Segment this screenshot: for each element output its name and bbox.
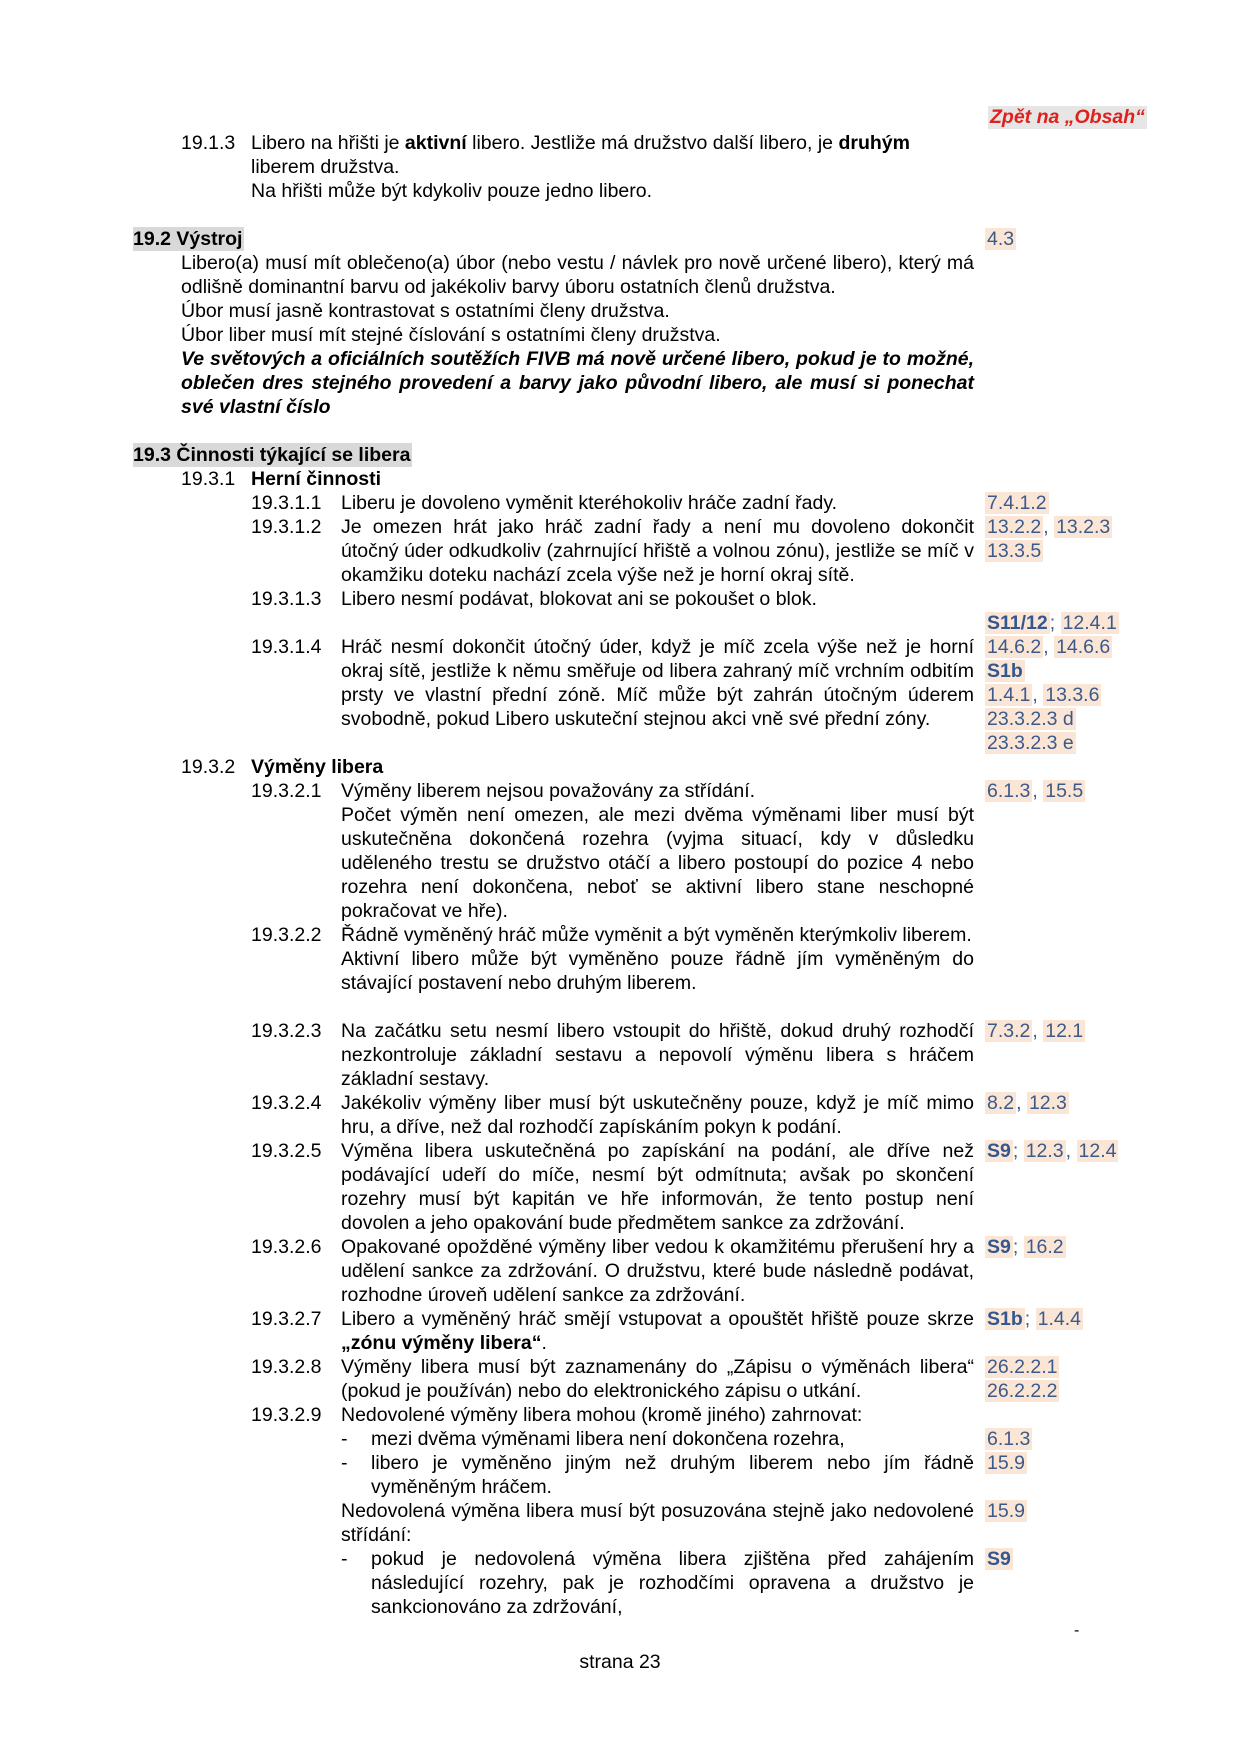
rule-text: Nedovolené výměny libera mohou (kromě jiného) zahrnovat: — [341, 1404, 863, 1426]
ref-link[interactable]: 4.3 — [987, 228, 1015, 250]
refs — [985, 491, 1049, 515]
rule-text — [341, 923, 974, 995]
refs: S9 ; 12.3 , 12.4 — [987, 1140, 1117, 1162]
ref-link[interactable]: 7.4.1.2 — [987, 492, 1047, 514]
section-heading-19-2: 19.2 Výstroj — [133, 228, 243, 250]
refs — [985, 1451, 1027, 1475]
dash-list — [341, 1547, 974, 1619]
refs — [985, 659, 1025, 683]
rule-text: Na začátku setu nesmí libero vstoupit do hřiště, dokud druhý rozhodčí nezkontroluje základní sestavu a nepovolí výměnu libera s hráčem základní sestavy. — [341, 1020, 974, 1090]
ref-link[interactable]: 6.1.3 — [987, 1428, 1031, 1450]
subsection-title: Výměny libera — [251, 756, 384, 778]
refs — [985, 1379, 1059, 1403]
refs-19-2 — [985, 227, 1016, 251]
item-number: 19.3.2.4 — [251, 1092, 322, 1114]
ref-link[interactable]: 1.4.4 — [1037, 1308, 1081, 1330]
item-number: 19.3.1.4 — [251, 636, 322, 658]
item-number: 19.3.1 — [181, 468, 236, 490]
item-number: 19.3.2 — [181, 756, 236, 778]
list-item: - mezi dvěma výměnami libera není dokončena rozehra, — [341, 1428, 845, 1450]
text: Libero a vyměněný hráč smějí vstupovat a opouštět hřiště pouze skrze — [341, 1308, 974, 1330]
ref-link[interactable]: 13.3.5 — [987, 540, 1042, 562]
text-bold: „zónu výměny libera“ — [341, 1332, 542, 1354]
ref-link[interactable]: 14.6.6 — [1056, 636, 1111, 658]
rule-text: Nedovolená výměna libera musí být posuzována stejně jako nedovolené střídání: — [341, 1500, 974, 1546]
ref-link[interactable]: 13.3.6 — [1045, 684, 1100, 706]
refs: 1.4.1 , 13.3.6 — [987, 684, 1100, 706]
back-to-contents-link[interactable]: Zpět na „Obsah“ — [990, 106, 1145, 128]
refs: 8.2 , 12.3 — [987, 1092, 1067, 1114]
ref-link[interactable]: 13.2.2 — [987, 516, 1042, 538]
paragraph-19-1-3-line-3: Na hřišti může být kdykoliv pouze jedno libero. — [251, 180, 653, 202]
text: Libero na hřišti je — [251, 132, 405, 154]
item-number: 19.3.2.6 — [251, 1236, 322, 1258]
ref-link[interactable]: 26.2.2.2 — [987, 1380, 1058, 1402]
list-item-text: mezi dvěma výměnami libera není dokončena rozehra, — [371, 1428, 845, 1450]
refs: 6.1.3 , 15.5 — [987, 780, 1084, 802]
item-number: 19.1.3 — [181, 132, 236, 154]
text: . — [541, 1332, 547, 1354]
ref-link[interactable]: 15.5 — [1045, 780, 1084, 802]
refs: 7.3.2 , 12.1 — [987, 1020, 1084, 1042]
refs: S1b ; 1.4.4 — [987, 1308, 1081, 1330]
item-number: 19.3.2.3 — [251, 1020, 322, 1042]
ref-link[interactable]: S9 — [987, 1140, 1011, 1162]
paragraph-fivb: Ve světových a oficiálních soutěžích FIVB má nově určené libero, pokud je to možné, oblečen dres stejného provedení a barvy jako původní libero, ale musí si ponechat své vlastní číslo — [181, 348, 974, 418]
paragraph-19-1-3-line-2: liberem družstva. — [251, 156, 400, 178]
paragraph: Řádně vyměněný hráč může vyměnit a být vyměněn kterýmkoliv liberem. — [341, 924, 972, 946]
paragraph: Aktivní libero může být vyměněno pouze řádně jím vyměněným do stávající postavení nebo druhým liberem. — [341, 948, 974, 994]
list-item: - libero je vyměněno jiným než druhým liberem nebo jím řádně vyměněným hráčem. — [341, 1452, 974, 1498]
ref-link[interactable]: 15.9 — [987, 1500, 1025, 1522]
list-item-text: pokud je nedovolená výměna libera zjištěna před zahájením následující rozehry, pak je rozhodčími opravena a družstvo je sankcionováno za zdržování, — [371, 1548, 974, 1618]
ref-link[interactable]: 8.2 — [987, 1092, 1015, 1114]
item-number: 19.3.1.3 — [251, 588, 322, 610]
item-number: 19.3.2.9 — [251, 1404, 322, 1426]
refs — [985, 707, 1076, 731]
list-item-text: libero je vyměněno jiným než druhým liberem nebo jím řádně vyměněným hráčem. — [371, 1452, 974, 1498]
ref-link[interactable]: S11/12 — [987, 612, 1048, 634]
item-number: 19.3.1.2 — [251, 516, 322, 538]
ref-link[interactable]: 12.4.1 — [1062, 612, 1117, 634]
page-number: strana 23 — [579, 1651, 661, 1673]
rule-text — [341, 779, 974, 923]
ref-link[interactable]: 26.2.2.1 — [987, 1356, 1058, 1378]
item-number: 19.3.2.1 — [251, 780, 322, 802]
paragraph-19-1-3-line-1 — [251, 131, 910, 155]
rule-text: Jakékoliv výměny liber musí být uskutečněny pouze, když je míč mimo hru, a dříve, než dal rozhodčí zapískáním pokyn k podání. — [341, 1092, 974, 1138]
paragraph: Úbor musí jasně kontrastovat s ostatními členy družstva. — [181, 300, 670, 322]
stray-mark: - — [1074, 1622, 1080, 1639]
paragraph: Libero(a) musí mít oblečeno(a) úbor (nebo vestu / návlek pro nově určené libero), který má odlišně dominantní barvu od jakékoliv barvy úboru ostatních členů družstva. — [181, 252, 974, 298]
ref-link[interactable]: 12.1 — [1045, 1020, 1084, 1042]
ref-link[interactable]: 12.4 — [1078, 1140, 1117, 1162]
refs — [985, 731, 1076, 755]
ref-link[interactable]: 14.6.2 — [987, 636, 1042, 658]
list-item: - pokud je nedovolená výměna libera zjištěna před zahájením následující rozehry, pak je rozhodčími opravena a družstvo je sankcionováno za zdržování, — [341, 1548, 974, 1618]
paragraph: Úbor liber musí mít stejné číslování s ostatními členy družstva. — [181, 324, 721, 346]
rule-text: Libero nesmí podávat, blokovat ani se pokoušet o blok. — [341, 588, 817, 610]
rule-text: Je omezen hrát jako hráč zadní řady a není mu dovoleno dokončit útočný úder odkudkoliv (zahrnující hřiště a volnou zónu), jestliže se míč v okamžiku doteku nachází zcela výše než je horní okraj sítě. — [341, 516, 974, 586]
rule-text — [341, 1307, 974, 1355]
paragraph: Počet výměn není omezen, ale mezi dvěma výměnami liber musí být uskutečněna dokončená rozehra (vyjma situací, kdy v důsledku uděleného trestu se družstvo otáčí a libero postoupí do pozice 4 nebo rozehra není dokončena, neboť se aktivní libero stane neschopné pokračovat ve hře). — [341, 804, 974, 922]
refs — [985, 539, 1043, 563]
refs: S11/12 ; 12.4.1 — [987, 612, 1117, 634]
item-number: 19.3.2.5 — [251, 1140, 322, 1162]
ref-link[interactable]: 1.4.1 — [987, 684, 1031, 706]
rule-text: Výměna libera uskutečněná po zapískání na podání, ale dříve než podávající udeří do míče, nesmí být odmítnuta; avšak po skončení rozehry musí být kapitán ve hře informován, že tento postup není dovolen a jeho opakování bude předmětem sankce za zdržování. — [341, 1140, 974, 1234]
refs — [985, 1355, 1059, 1379]
refs: S9 ; 16.2 — [987, 1236, 1064, 1258]
text-bold: aktivní — [404, 132, 467, 154]
refs — [985, 1499, 1027, 1523]
refs: 13.2.2 , 13.2.3 — [987, 516, 1111, 538]
ref-link[interactable]: 23.3.2.3 d — [987, 708, 1074, 730]
ref-link[interactable]: 23.3.2.3 e — [987, 732, 1074, 754]
rule-text: Výměny libera musí být zaznamenány do „Zápisu o výměnách libera“ (pokud je používán) nebo do elektronického zápisu o utkání. — [341, 1356, 974, 1402]
ref-link[interactable]: 15.9 — [987, 1452, 1025, 1474]
ref-link[interactable]: 6.1.3 — [987, 780, 1031, 802]
ref-link[interactable]: S1b — [987, 660, 1023, 682]
section-19-2-body — [181, 251, 974, 419]
ref-link[interactable]: S9 — [987, 1236, 1011, 1258]
ref-link[interactable]: 16.2 — [1025, 1236, 1064, 1258]
rule-text: Opakované opožděné výměny liber vedou k okamžitému přerušení hry a udělení sankce za zdržování. O družstvu, které bude následně podávat, rozhodne úroveň udělení sankce za zdržování. — [341, 1236, 974, 1306]
text: libero. Jestliže má družstvo další libero, je — [466, 132, 839, 154]
paragraph: Výměny liberem nejsou považovány za střídání. — [341, 780, 756, 802]
ref-link[interactable]: 13.2.3 — [1056, 516, 1111, 538]
ref-link[interactable]: S1b — [987, 1308, 1023, 1330]
ref-link[interactable]: S9 — [987, 1548, 1011, 1570]
refs: 14.6.2 , 14.6.6 — [987, 636, 1111, 658]
item-number: 19.3.2.2 — [251, 924, 322, 946]
item-number: 19.3.2.8 — [251, 1356, 322, 1378]
rule-text: Hráč nesmí dokončit útočný úder, když je míč zcela výše než je horní okraj sítě, jestliže k němu směřuje od libera zahraný míč vrchním odbitím prsty ve vlastní přední zóně. Míč může být zahrán útočným úderem svobodně, pokud Libero uskuteční stejnou akci vně své přední zóny. — [341, 636, 974, 730]
ref-link[interactable]: 12.3 — [1028, 1092, 1067, 1114]
refs — [985, 1547, 1013, 1571]
text-bold: druhým — [838, 132, 910, 154]
item-number: 19.3.1.1 — [251, 492, 322, 514]
item-number: 19.3.2.7 — [251, 1308, 322, 1330]
ref-link[interactable]: 12.3 — [1025, 1140, 1064, 1162]
dash-list — [341, 1427, 974, 1499]
rule-text: Liberu je dovoleno vyměnit kteréhokoliv hráče zadní řady. — [341, 492, 838, 514]
ref-link[interactable]: 7.3.2 — [987, 1020, 1031, 1042]
subsection-title: Herní činnosti — [251, 468, 382, 490]
refs — [985, 1427, 1032, 1451]
section-heading-19-3: 19.3 Činnosti týkající se libera — [133, 444, 411, 466]
